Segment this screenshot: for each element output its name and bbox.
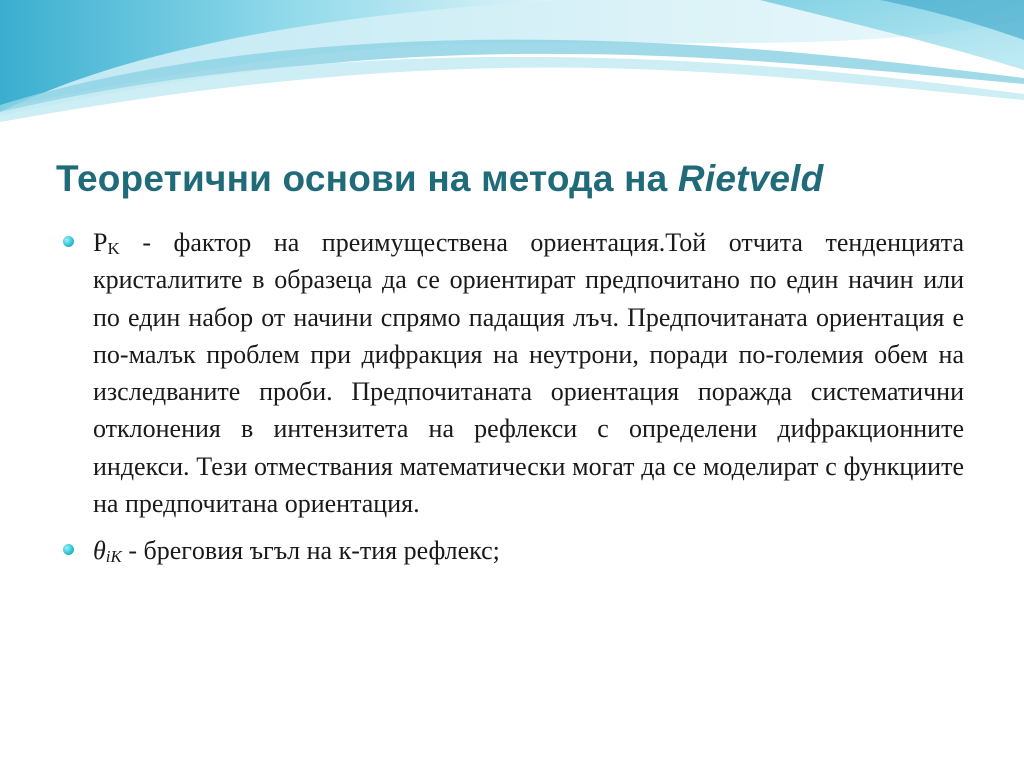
- bullet-dot-icon: [63, 544, 74, 555]
- symbol-p: P: [93, 228, 108, 257]
- bullet-text: - брегoвия ъгъл на к-тия рефлекс;: [121, 536, 500, 566]
- slide-title: [56, 158, 823, 200]
- title-text: Теоретични основи на метода на: [56, 158, 678, 199]
- bullet-list: [60, 224, 964, 580]
- bullet-item-bragg-angle: [60, 532, 964, 569]
- bullet-item-preferred-orientation: [60, 224, 964, 522]
- symbol-theta: θ: [93, 536, 106, 566]
- header-wave-decoration: [0, 0, 1024, 140]
- symbol-subscript: K: [107, 239, 120, 258]
- bullet-dot-icon: [63, 236, 74, 247]
- symbol-subscript: iK: [105, 547, 122, 567]
- bullet-text: - фактор на преимуществена ориентация.Той отчита тенденцията кристалитите в образеца да се ориентират предпочитано по един начин или по един набор от начини спрямо падащия лъч. Предпочитаната ориентация е по-малък проблем при дифракция на неутрони, поради по-големия обем на изследваните проби. Предпочитаната ориентация поражда систематични отклонения в интензитета на рефлекси с определени дифракционните индекси. Тези отмествания математически могат да се моделират с функциите на предпочитана ориентация.: [93, 228, 964, 519]
- title-emphasis: Rietveld: [677, 158, 824, 199]
